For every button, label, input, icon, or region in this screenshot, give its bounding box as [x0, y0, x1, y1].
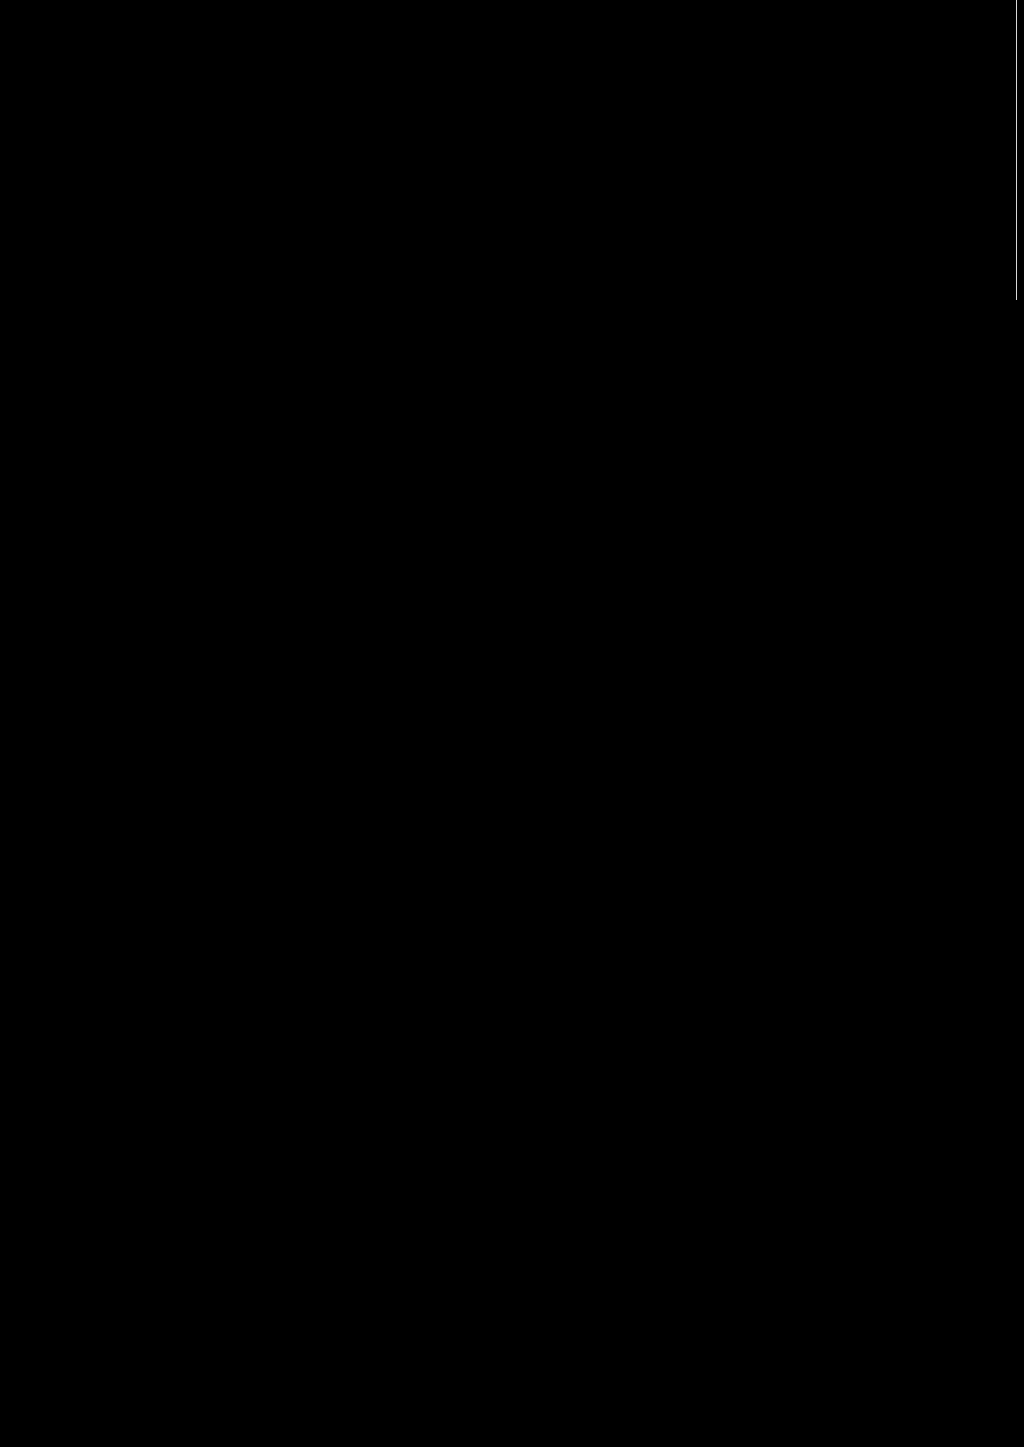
cell-dzial: 852 — [215, 510, 338, 533]
header-rozdzial: Rozdział — [338, 441, 489, 464]
cell-paragraf: 0830 — [489, 487, 641, 510]
table-row — [215, 579, 791, 602]
cell-dzial: 750 — [215, 464, 338, 487]
cell-rozdzial: 85228 — [338, 510, 489, 533]
table-row — [215, 464, 791, 487]
stamp-behalf: Z up. WOJEWODY DOLNOŚLĄSKIEGO — [578, 784, 886, 803]
cell-rozdzial: 85502 — [338, 579, 489, 602]
title-line-2: rządowej oraz innych zadań zleconych ustawami ujęte w ustawie — [219, 283, 744, 304]
table-header-row — [215, 441, 791, 464]
header-kwota: Kwota — [641, 441, 791, 464]
signer-name: Edyta Sapała — [671, 834, 773, 855]
cell-rozdzial: 85203 — [338, 487, 489, 510]
cell-dzial: 855 — [215, 533, 338, 556]
cell-paragraf: 0970 — [489, 556, 641, 579]
header-paragraf: Paragraf — [489, 441, 641, 464]
cell-dzial: 855 — [215, 579, 338, 602]
signer-role: DYREKTOR WYDZIAŁU — [639, 856, 805, 873]
total-label: Razem: — [489, 602, 641, 625]
table-row — [215, 533, 791, 556]
cell-paragraf: 0920 — [489, 533, 641, 556]
cell-kwota — [641, 464, 791, 487]
cell-paragraf: 0980 — [489, 579, 641, 602]
cell-kwota: 25 000 — [641, 579, 791, 602]
office-name: URZĄD MIASTA I GMINY — [219, 391, 440, 412]
table-row — [215, 556, 791, 579]
cell-paragraf: 0690 — [489, 464, 641, 487]
signer-department: Finansów i Budżetu — [656, 873, 788, 890]
unit-note: (w złotych) — [718, 420, 783, 435]
cell-paragraf: 0830 — [489, 510, 641, 533]
cell-kwota: 1 000 — [641, 556, 791, 579]
table-row — [215, 510, 791, 533]
cell-rozdzial: 85502 — [338, 556, 489, 579]
title-line-3: budżetowej na rok 2017 — [219, 308, 413, 329]
document-title — [219, 256, 799, 331]
annex-label: Załącznik nr 2 — [784, 128, 894, 149]
title-line-1: Dochody związane z realizacją zadań z zakresu administracji — [219, 258, 714, 279]
header-dzial: Dział — [215, 441, 338, 464]
official-stamp — [578, 784, 886, 890]
total-value: 62 000 — [641, 602, 791, 625]
scan-edge-line — [1016, 0, 1017, 300]
cell-kwota — [641, 487, 791, 510]
cell-rozdzial: 85502 — [338, 533, 489, 556]
signature-scribble-icon — [748, 784, 788, 802]
cell-kwota: 36 000 — [641, 533, 791, 556]
office-town: NIEMCZA — [493, 391, 580, 412]
cell-dzial: 852 — [215, 487, 338, 510]
cell-dzial: 855 — [215, 556, 338, 579]
table-total-row — [215, 602, 791, 625]
blank-cell — [338, 602, 489, 625]
blank-cell — [215, 602, 338, 625]
table-row — [215, 487, 791, 510]
office-line — [219, 391, 580, 413]
cell-rozdzial: 75011 — [338, 464, 489, 487]
budget-table — [214, 440, 792, 626]
cell-kwota — [641, 510, 791, 533]
